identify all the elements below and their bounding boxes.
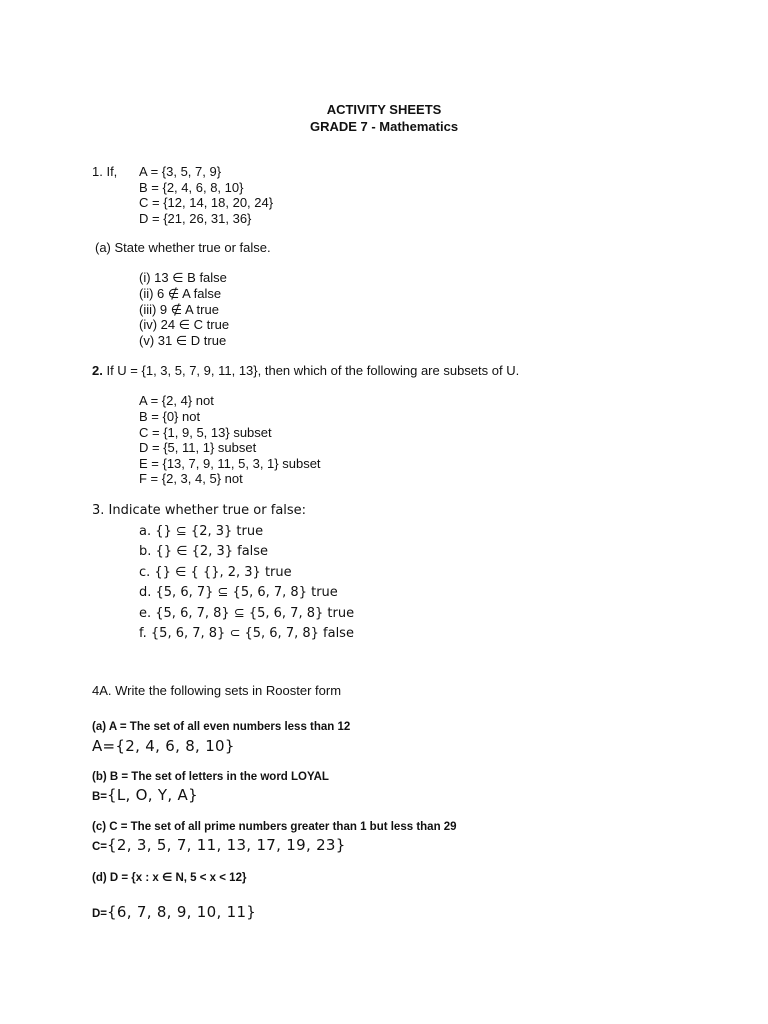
- q3-answer-d: d. {5, 6, 7} ⊆ {5, 6, 7, 8} true: [139, 585, 338, 600]
- q1-answer-2: (ii) 6 ∉ A false: [139, 286, 222, 301]
- q4d-prefix: D=: [92, 908, 108, 920]
- q1-set-d: D = {21, 26, 31, 36}: [139, 210, 252, 226]
- q4b-prefix: B=: [92, 791, 108, 803]
- q4a-answer: A={2, 4, 6, 8, 10}: [92, 737, 235, 755]
- q1-set-b: B = {2, 4, 6, 8, 10}: [139, 179, 244, 195]
- q3-answer-c: c. {} ∈ { {}, 2, 3} true: [139, 564, 292, 580]
- q3-answer-e: e. {5, 6, 7, 8} ⊆ {5, 6, 7, 8} true: [139, 605, 355, 621]
- q2-answer-3: C = {1, 9, 5, 13} subset: [139, 424, 272, 440]
- q1-part-a: (a) State whether true or false.: [95, 240, 271, 255]
- q2-answer-6: F = {2, 3, 4, 5} not: [139, 471, 243, 486]
- q4c-answer: {2, 3, 5, 7, 11, 13, 17, 19, 23}: [107, 836, 346, 854]
- q3-answer-f: f. {5, 6, 7, 8} ⊂ {5, 6, 7, 8} false: [139, 626, 354, 641]
- q3-prompt: 3. Indicate whether true or false:: [92, 503, 307, 518]
- q4b-answer-line: [92, 786, 198, 805]
- q4b-question: (b) B = The set of letters in the word LOYAL: [92, 771, 329, 783]
- q4b-answer: {L, O, Y, A}: [107, 786, 198, 804]
- q4-prompt: 4A. Write the following sets in Rooster form: [92, 683, 342, 698]
- q2-number: 2.: [92, 363, 103, 378]
- q1-set-c: C = {12, 14, 18, 20, 24}: [139, 195, 274, 210]
- q4c-question: (c) C = The set of all prime numbers greater than 1 but less than 29: [92, 821, 457, 833]
- q1-answer-4: (iv) 24 ∈ C true: [139, 317, 230, 332]
- q2-prompt-text: If U = {1, 3, 5, 7, 9, 11, 13}, then which of the following are subsets of U.: [102, 363, 520, 378]
- q3-answer-a: a. {} ⊆ {2, 3} true: [139, 523, 264, 539]
- q1-answer-5: (v) 31 ∈ D true: [139, 332, 227, 348]
- q4c-answer-line: [92, 836, 346, 855]
- q4d-answer: {6, 7, 8, 9, 10, 11}: [107, 903, 257, 921]
- q2-answer-2: B = {0} not: [139, 409, 201, 424]
- q1-answer-1: (i) 13 ∈ B false: [139, 270, 227, 285]
- q4d-question: (d) D = {x : x ∈ N, 5 < x < 12}: [92, 872, 247, 884]
- q3-answer-b: b. {} ∈ {2, 3} false: [139, 544, 269, 559]
- page-subtitle: GRADE 7 - Mathematics: [309, 119, 459, 134]
- q2-answer-4: D = {5, 11, 1} subset: [139, 440, 257, 455]
- q4a-question: (a) A = The set of all even numbers less than 12: [92, 721, 351, 733]
- page-title: ACTIVITY SHEETS: [326, 102, 442, 117]
- q4c-prefix: C=: [92, 841, 108, 853]
- q2-answer-5: E = {13, 7, 9, 11, 5, 3, 1} subset: [139, 455, 321, 471]
- q1-answer-3: (iii) 9 ∉ A true: [139, 301, 219, 317]
- q4d-answer-line: [92, 903, 256, 922]
- q2-prompt: [92, 363, 519, 379]
- q1-set-a: A = {3, 5, 7, 9}: [139, 164, 222, 179]
- q1-number: 1. If,: [92, 164, 118, 179]
- q2-answer-1: A = {2, 4} not: [139, 393, 214, 408]
